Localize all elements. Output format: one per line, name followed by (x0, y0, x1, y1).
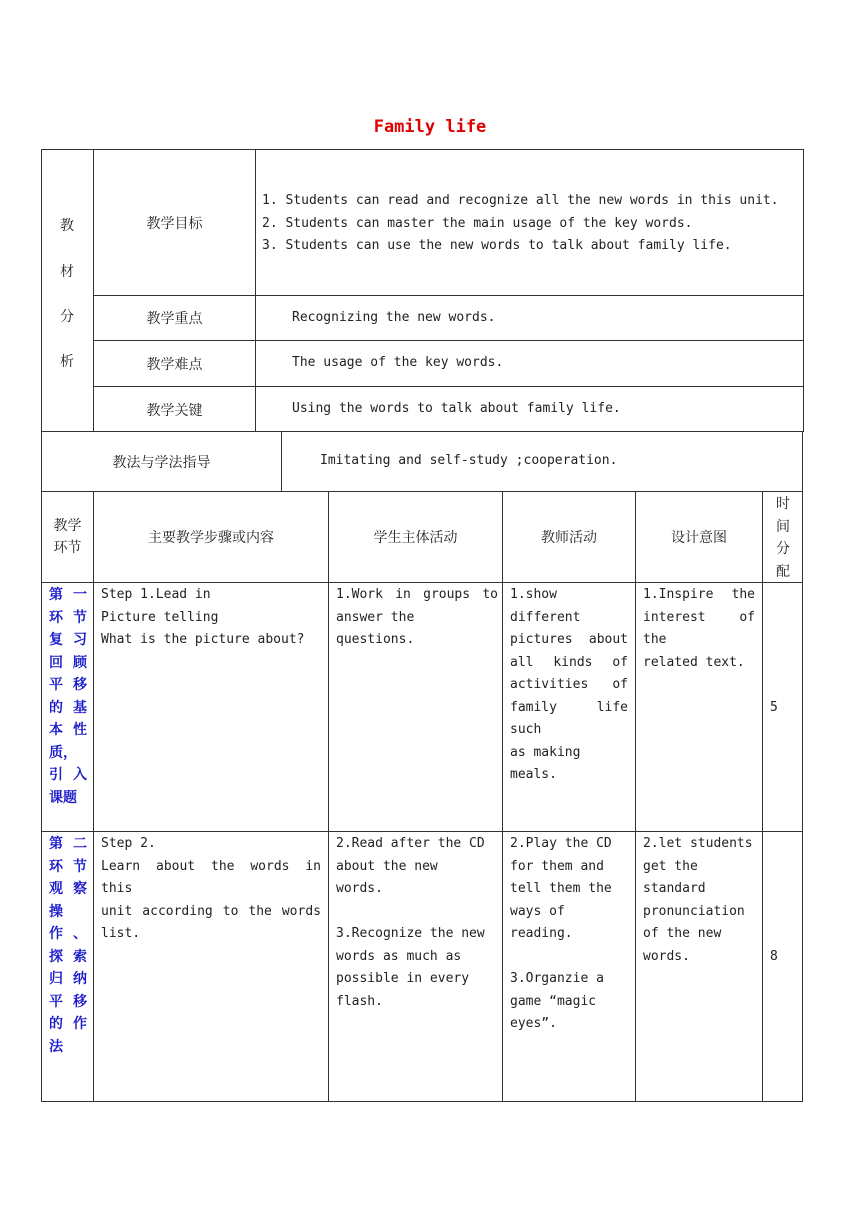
design-1: 1.Inspire the interest of the related text. (643, 587, 755, 670)
header-design: 设计意图 (671, 530, 727, 546)
student-2: 2.Read after the CD about the new words. 3.Recognize the new words as much as possible in every flash. (336, 836, 485, 1009)
objective-item: 1. Students can read and recognize all the new words in this unit. (262, 193, 779, 208)
header-steps: 主要教学步骤或内容 (148, 530, 274, 546)
key-label: 教学关键 (146, 402, 203, 419)
document-title: Family life (373, 117, 487, 137)
objectives-label: 教学目标 (146, 215, 203, 232)
focus-label: 教学重点 (146, 311, 203, 327)
time-1: 5 (770, 700, 778, 715)
steps-2: Step 2. Learn about the words in this unit according to the words list. (101, 836, 321, 941)
objective-item: 2. Students can master the main usage of the key words. (262, 215, 693, 231)
header-stage: 教学 环节 (53, 518, 82, 556)
teacher-1: 1.show different pictures about all kinds of activities of family life such as making meals. (510, 587, 628, 782)
stage-2: 第 二 环 节 观 察 操 作 、 探 索 归 纳 平 移 的 作 法 (49, 836, 87, 1055)
header-time: 时 间 分 配 (776, 496, 790, 580)
teacher-2: 2.Play the CD for them and tell them the ways of reading. 3.Organzie a game “magic eyes”. (510, 836, 612, 1031)
steps-1: Step 1.Lead in Picture telling What is the picture about? (101, 587, 305, 647)
focus-value: Recognizing the new words. (292, 310, 496, 325)
stage-1: 第 一 环 节 复 习 回 顾 平 移 的 基 本 性 质， 引 入 课题 (49, 587, 87, 806)
objective-item: 3. Students can use the new words to talk about family life. (262, 238, 732, 253)
design-2: 2.let students get the standard pronunciation of the new words. (643, 836, 753, 964)
header-teacher: 教师活动 (541, 530, 597, 546)
difficulty-label: 教学难点 (146, 356, 203, 373)
key-value: Using the words to talk about family life. (292, 401, 621, 416)
time-2: 8 (770, 949, 778, 964)
difficulty-value: The usage of the key words. (292, 355, 504, 370)
method-value: Imitating and self-study ;cooperation. (320, 453, 618, 468)
objectives-list (262, 190, 779, 258)
header-student: 学生主体活动 (373, 530, 458, 546)
student-1: 1.Work in groups to answer the questions. (336, 587, 498, 647)
method-label: 教法与学法指导 (112, 454, 211, 471)
